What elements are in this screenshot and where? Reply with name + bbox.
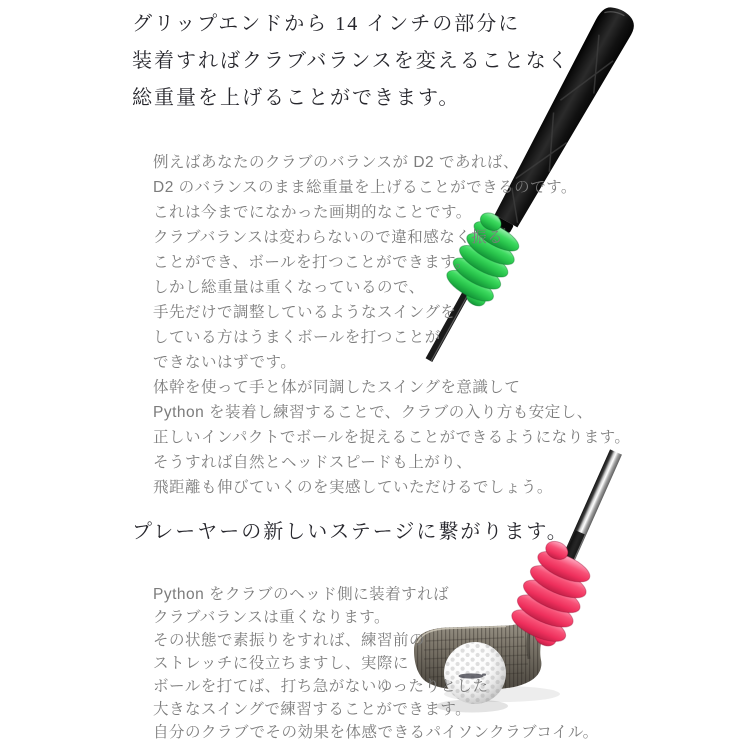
body-line: できないはずです。 bbox=[153, 354, 297, 371]
body-line: Python をクラブのヘッド側に装着すれば bbox=[153, 586, 450, 603]
body-line: ボールを打てば、打ち急がないゆったりとした bbox=[153, 678, 489, 695]
body-line: ストレッチに役立ちますし、実際に bbox=[153, 655, 409, 672]
intro-heading-line: 総重量を上げることができます。 bbox=[132, 87, 461, 109]
body-line: している方はうまくボールを打つことが bbox=[153, 329, 441, 346]
body-line: 自分のクラブでその効果を体感できるパイソンクラブコイル。 bbox=[153, 724, 599, 741]
intro-heading-line: 装着すればクラブバランスを変えることなく bbox=[132, 50, 570, 72]
body-line: ことができ、ボールを打つことができます。 bbox=[153, 254, 471, 271]
body-line: これは今までになかった画期的なことです。 bbox=[153, 204, 472, 221]
body-line: 例えばあなたのクラブのバランスが D2 であれば、 bbox=[153, 154, 519, 171]
body-line: Python を装着し練習することで、クラブの入り方も安定し、 bbox=[153, 404, 593, 421]
intro-body bbox=[153, 150, 630, 500]
intro-heading-line: グリップエンドから 14 インチの部分に bbox=[132, 13, 521, 35]
body-line: クラブバランスは変わらないので違和感なく振る bbox=[153, 229, 504, 246]
body-line: クラブバランスは重くなります。 bbox=[153, 609, 391, 626]
stage-heading: プレーヤーの新しいステージに繋がります。 bbox=[132, 521, 569, 543]
intro-heading bbox=[132, 6, 570, 117]
body-line: 体幹を使って手と体が同調したスイングを意識して bbox=[153, 379, 521, 396]
body-line: 飛距離も伸びていくのを実感していただけるでしょう。 bbox=[153, 479, 553, 496]
stage-body bbox=[153, 583, 599, 744]
body-line: D2 のバランスのまま総重量を上げることができるのです。 bbox=[153, 179, 577, 196]
body-line: そうすれば自然とヘッドスピードも上がり、 bbox=[153, 454, 473, 471]
body-line: しかし総重量は重くなっているので、 bbox=[153, 279, 425, 296]
body-line: 大きなスイングで練習することができます。 bbox=[153, 701, 472, 718]
body-line: その状態で素振りをすれば、練習前の bbox=[153, 632, 426, 649]
body-line: 正しいインパクトでボールを捉えることができるようになります。 bbox=[153, 429, 631, 446]
body-line: 手先だけで調整しているようなスイングを bbox=[153, 304, 457, 321]
